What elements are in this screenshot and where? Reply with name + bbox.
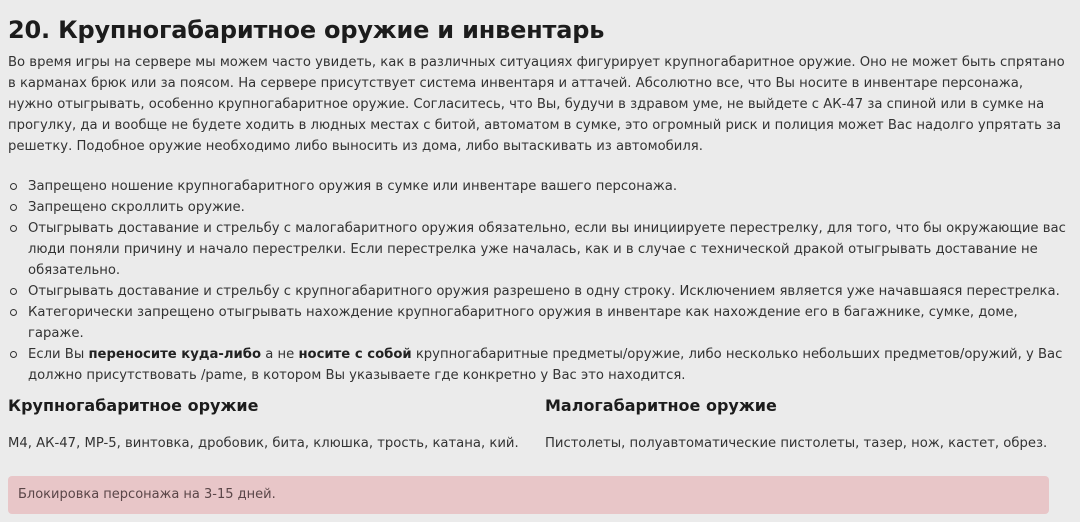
- rule-item: [8, 197, 1066, 218]
- small-weapons-list: Пистолеты, полуавтоматические пистолеты, тазер, нож, кастет, обрез.: [545, 436, 1048, 451]
- rule-text-part: а не: [261, 347, 299, 362]
- intro-paragraph: Во время игры на сервере мы можем часто увидеть, как в различных ситуациях фигурирует крупногабаритное оружие. Оно не может быть спрятано в карманах брюк или за поясом. На сервере присутствует система инвентаря и аттачей. Абсолютно все, что Вы носите в инвентаре персонажа, нужно отыгрывать, особенно крупногабаритное оружие. Согласитесь, что Вы, будучи в здравом уме, не выйдете с АК-47 за спиной или в сумке на прогулку, да и вообще не будете ходить в людных местах с битой, автоматом в сумке, это огромный риск и полиция может Вас надолго упрятать за решетку. Подобное оружие необходимо либо выносить из дома, либо вытаскивать из автомобиля.: [8, 55, 1065, 154]
- rule-text: Категорически запрещено отыгрывать нахождение крупногабаритного оружия в инвентаре как нахождение его в багажнике, сумке, доме, гараже.: [28, 305, 1018, 341]
- rule-text-part: Если Вы: [28, 347, 89, 362]
- rule-text: Отыгрывать доставание и стрельбу с крупногабаритного оружия разрешено в одну строку. Исключением является уже начавшаяся перестрелка.: [28, 284, 1060, 299]
- bullet-icon: [10, 288, 17, 295]
- weapon-categories: [8, 394, 1068, 474]
- bullet-icon: [10, 225, 17, 232]
- rule-item: [8, 302, 1066, 344]
- large-weapons-heading: Крупногабаритное оружие: [8, 396, 259, 415]
- rule-item: [8, 281, 1066, 302]
- bullet-icon: [10, 183, 17, 190]
- section-title: 20. Крупногабаритное оружие и инвентарь: [8, 16, 605, 44]
- rules-list: [8, 176, 1066, 386]
- rule-text: Отыгрывать доставание и стрельбу с малогабаритного оружия обязательно, если вы инициируете перестрелку, для того, что бы окружающие вас люди поняли причину и начало перестрелки. Если перестрелка уже началась, как и в случае с технической дракой отыгрывать доставание не обязательно.: [28, 221, 1066, 278]
- bullet-icon: [10, 309, 17, 316]
- small-weapons-column: [545, 394, 1047, 454]
- rule-item: [8, 344, 1066, 386]
- punishment-alert: Блокировка персонажа на 3-15 дней.: [8, 476, 1049, 514]
- large-weapons-list: M4, АК-47, MP-5, винтовка, дробовик, бита, клюшка, трость, катана, кий.: [8, 436, 519, 451]
- bullet-icon: [10, 351, 17, 358]
- small-weapons-heading: Малогабаритное оружие: [545, 396, 777, 415]
- rule-text-part: крупногабаритные предметы/оружие, либо несколько небольших предметов/оружий, у Вас должно присутствовать /pame, в котором Вы указываете где конкретно у Вас это находится.: [28, 347, 1063, 383]
- rule-text: Запрещено скроллить оружие.: [28, 200, 245, 215]
- bullet-icon: [10, 204, 17, 211]
- rule-text-bold: переносите куда-либо: [88, 347, 262, 362]
- rule-text: Запрещено ношение крупногабаритного оружия в сумке или инвентаре вашего персонажа.: [28, 179, 678, 194]
- rule-text-bold: носите с собой: [298, 347, 412, 362]
- rule-item: [8, 218, 1066, 281]
- rule-item: [8, 176, 1066, 197]
- large-weapons-column: [8, 394, 519, 454]
